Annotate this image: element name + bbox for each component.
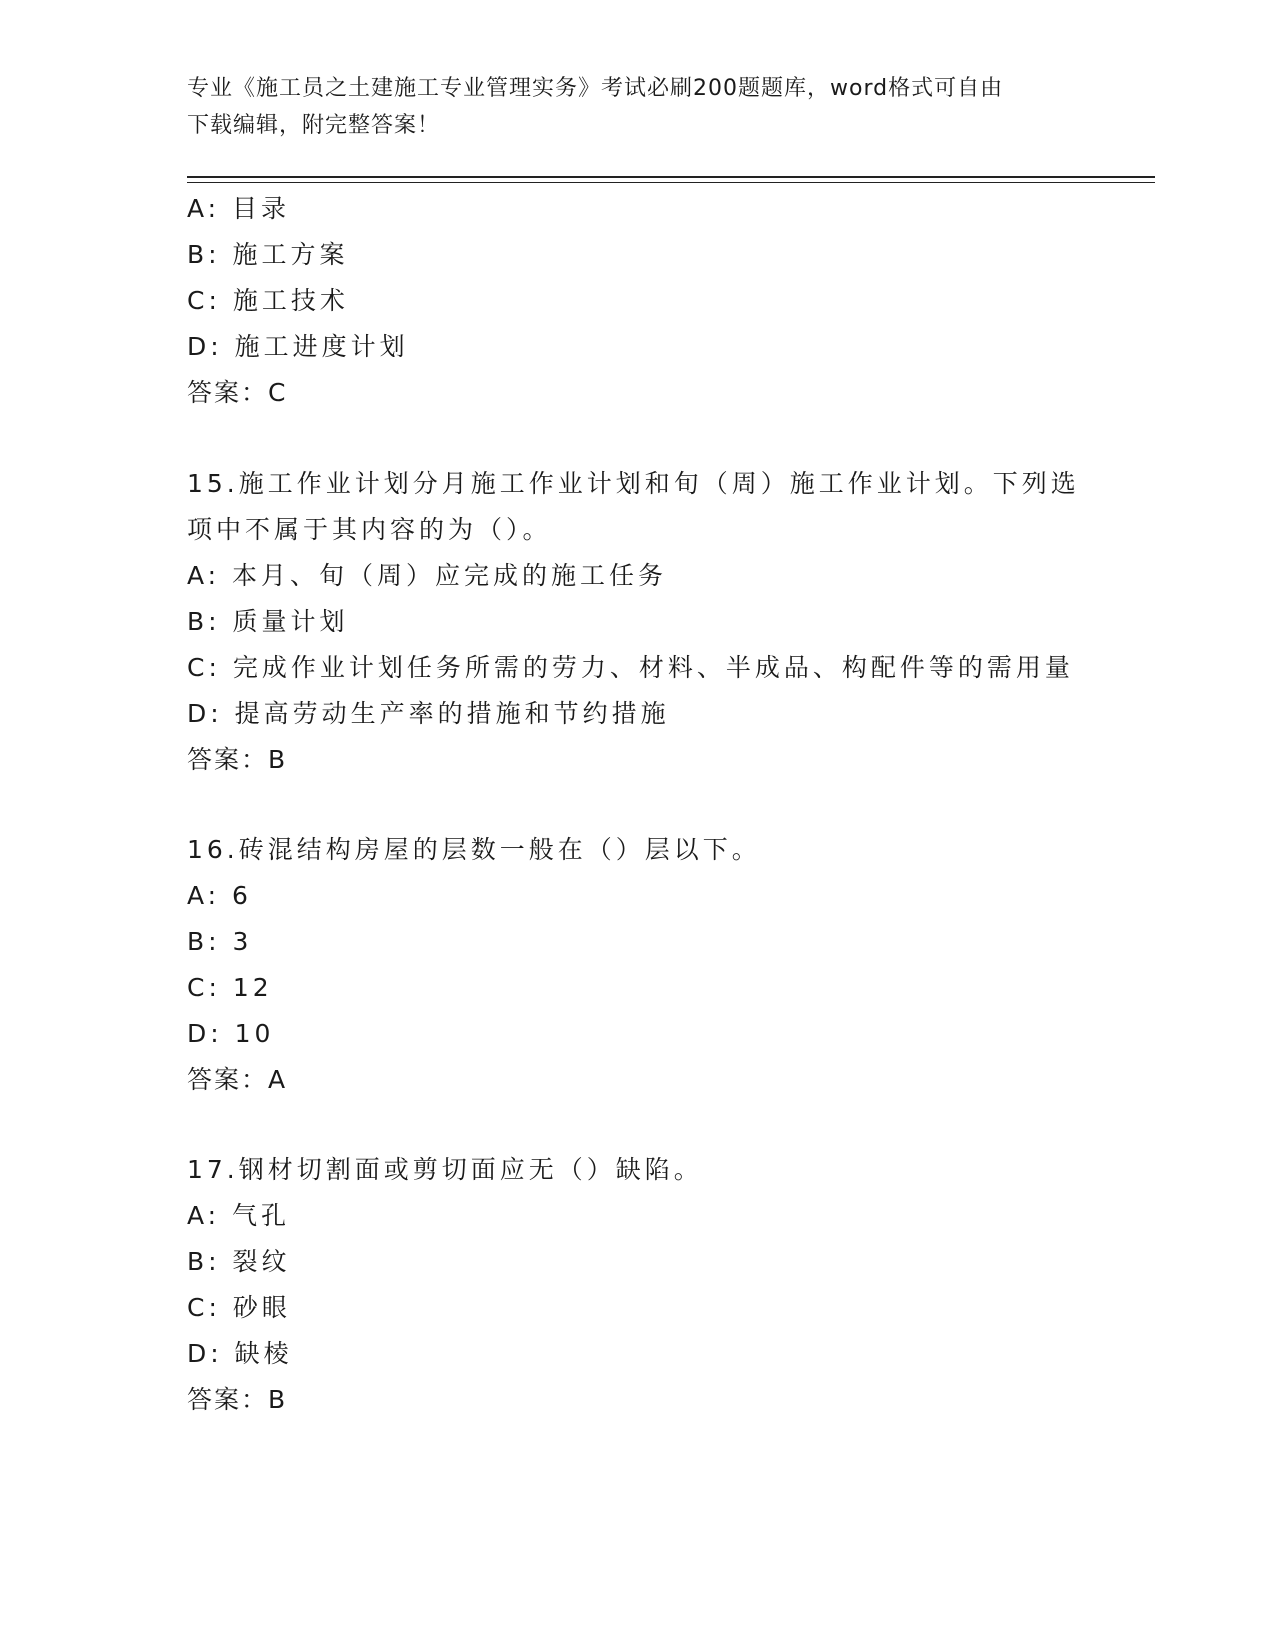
header-rule-thick xyxy=(187,176,1155,178)
option-text: 提高劳动生产率的措施和节约措施 xyxy=(234,699,670,728)
option-d xyxy=(187,324,1087,370)
question-16-block xyxy=(187,827,1087,1103)
question-stem-line-2: 项中不属于其内容的为（）。 xyxy=(187,515,552,544)
option-text: 砂眼 xyxy=(232,1293,291,1322)
option-a xyxy=(187,186,1087,232)
option-d xyxy=(187,1011,1087,1057)
option-c xyxy=(187,278,1087,324)
option-d xyxy=(187,691,1087,737)
answer-line: 答案：A xyxy=(187,1065,288,1094)
option-label: B: xyxy=(187,1247,221,1276)
header-rule-thin xyxy=(187,182,1155,183)
option-label: C: xyxy=(187,973,221,1002)
option-label: D: xyxy=(187,332,223,361)
option-text: 施工技术 xyxy=(232,286,349,315)
option-label: A: xyxy=(187,194,221,223)
option-text: 缺棱 xyxy=(234,1339,293,1368)
option-label: A: xyxy=(187,561,221,590)
option-c xyxy=(187,645,1087,691)
option-label: B: xyxy=(187,240,221,269)
option-text: 施工方案 xyxy=(232,240,349,269)
question-stem: 16.砖混结构房屋的层数一般在（）层以下。 xyxy=(187,835,761,864)
option-text: 12 xyxy=(232,973,273,1002)
option-label: B: xyxy=(187,607,221,636)
option-a xyxy=(187,1193,1087,1239)
option-b xyxy=(187,232,1087,278)
option-b xyxy=(187,599,1087,645)
question-17-block xyxy=(187,1147,1087,1423)
question-14-block xyxy=(187,186,1087,416)
option-text: 3 xyxy=(232,927,253,956)
option-label: A: xyxy=(187,881,221,910)
option-text: 裂纹 xyxy=(232,1247,291,1276)
answer-line: 答案：C xyxy=(187,378,288,407)
option-d xyxy=(187,1331,1087,1377)
question-stem-line-1: 15.施工作业计划分月施工作业计划和旬（周）施工作业计划。下列选 xyxy=(187,469,1080,498)
option-text: 目录 xyxy=(232,194,291,223)
question-15-block xyxy=(187,461,1087,783)
option-label: C: xyxy=(187,286,221,315)
question-stem: 17.钢材切割面或剪切面应无（）缺陷。 xyxy=(187,1155,703,1184)
option-label: D: xyxy=(187,1019,223,1048)
option-c xyxy=(187,965,1087,1011)
option-b xyxy=(187,1239,1087,1285)
option-label: D: xyxy=(187,1339,223,1368)
spacer xyxy=(187,416,1087,461)
header-line-2: 下载编辑，附完整答案！ xyxy=(187,113,441,138)
option-text: 施工进度计划 xyxy=(234,332,409,361)
option-text: 6 xyxy=(232,881,252,910)
option-c xyxy=(187,1285,1087,1331)
option-b xyxy=(187,919,1087,965)
answer-line: 答案：B xyxy=(187,1385,288,1414)
option-a xyxy=(187,873,1087,919)
option-label: A: xyxy=(187,1201,221,1230)
spacer xyxy=(187,783,1087,827)
spacer xyxy=(187,1103,1087,1147)
option-a xyxy=(187,553,1087,599)
option-label: C: xyxy=(187,1293,221,1322)
answer-line: 答案：B xyxy=(187,745,288,774)
document-body xyxy=(187,186,1087,1423)
option-text: 本月、旬（周）应完成的施工任务 xyxy=(232,561,668,590)
option-text: 质量计划 xyxy=(232,607,349,636)
document-header xyxy=(187,70,1077,144)
option-text: 气孔 xyxy=(232,1201,291,1230)
header-line-1: 专业《施工员之土建施工专业管理实务》考试必刷200题题库，word格式可自由 xyxy=(187,76,1004,101)
option-label: C: xyxy=(187,653,221,682)
option-text: 10 xyxy=(234,1019,275,1048)
option-text: 完成作业计划任务所需的劳力、材料、半成品、构配件等的需用量 xyxy=(232,653,1074,682)
option-label: B: xyxy=(187,927,221,956)
option-label: D: xyxy=(187,699,223,728)
